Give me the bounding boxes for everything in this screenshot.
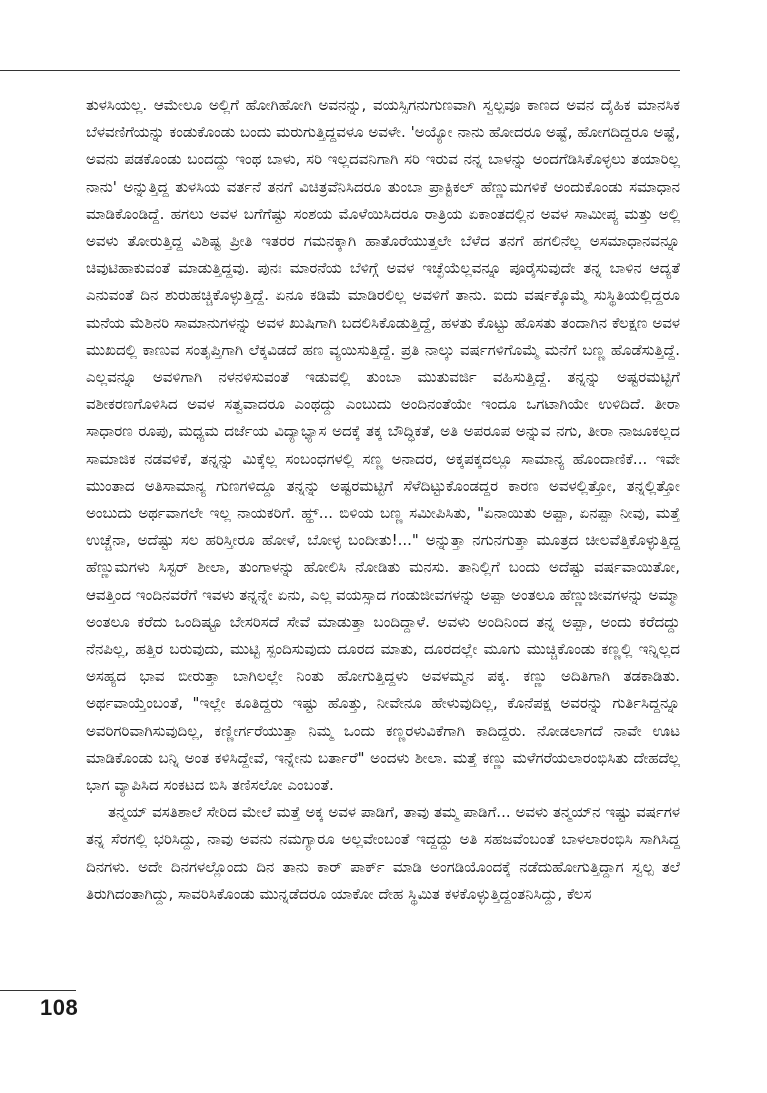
- body-text: [86, 92, 680, 908]
- paragraph-1: ತುಳಸಿಯಲ್ಲ. ಆಮೇಲೂ ಅಲ್ಲಿಗೆ ಹೋಗಿಹೋಗಿ ಅವನನ್ನು, ವಯಸ್ಸಿಗನುಗುಣವಾಗಿ ಸ್ವಲ್ಪವೂ ಕಾಣದ ಅವನ ದೈಹಿಕ ಮಾನಸಿಕ ಬೆಳವಣಿಗೆಯನ್ನು ಕಂಡುಕೊಂಡು ಬಂದು ಮರುಗುತ್ತಿದ್ದವಳೂ ಅವಳೇ. 'ಅಯ್ಯೋ ನಾನು ಹೋದರೂ ಅಷ್ಟೆ, ಹೋಗದಿದ್ದರೂ ಅಷ್ಟೆ, ಅವನು ಪಡಕೊಂಡು ಬಂದದ್ದು ಇಂಥ ಬಾಳು, ಸರಿ ಇಲ್ಲದವನಿಗಾಗಿ ಸರಿ ಇರುವ ನನ್ನ ಬಾಳನ್ನು ಅಂದಗೆಡಿಸಿಕೊಳ್ಳಲು ತಯಾರಿಲ್ಲ ನಾನು' ಅನ್ನುತ್ತಿದ್ದ ತುಳಸಿಯ ವರ್ತನೆ ತನಗೆ ವಿಚಿತ್ರವೆನಿಸಿದರೂ ತುಂಬಾ ಪ್ರಾಕ್ಟಿಕಲ್ ಹೆಣ್ಣುಮಗಳಿಕೆ ಅಂದುಕೊಂಡು ಸಮಾಧಾನ ಮಾಡಿಕೊಂಡಿದ್ದೆ. ಹಗಲು ಅವಳ ಬಗೆಗೆಷ್ಟು ಸಂಶಯ ಮೊಳೆಯಿಸಿದರೂ ರಾತ್ರಿಯ ಏಕಾಂತದಲ್ಲಿನ ಅವಳ ಸಾಮೀಪ್ಯ ಮತ್ತು ಅಲ್ಲಿ ಅವಳು ತೋರುತ್ತಿದ್ದ ವಿಶಿಷ್ಟ ಪ್ರೀತಿ ಇತರರ ಗಮನಕ್ಕಾಗಿ ಹಾತೊರೆಯುತ್ತಲೇ ಬೆಳೆದ ತನಗೆ ಹಗಲಿನೆಲ್ಲ ಅಸಮಾಧಾನವನ್ನೂ ಚಿವುಟಿಹಾಕುವಂತೆ ಮಾಡುತ್ತಿದ್ದವು. ಪುನಃ ಮಾರನೆಯ ಬೆಳಿಗ್ಗೆ ಅವಳ ಇಚ್ಛೆಯೆಲ್ಲವನ್ನೂ ಪೂರೈಸುವುದೇ ತನ್ನ ಬಾಳಿನ ಆದ್ಯತೆ ಎನುವಂತೆ ದಿನ ಶುರುಹಚ್ಚಿಕೊಳ್ಳುತ್ತಿದ್ದೆ. ಏನೂ ಕಡಿಮೆ ಮಾಡಿರಲಿಲ್ಲ ಅವಳಿಗೆ ತಾನು. ಐದು ವರ್ಷಕ್ಕೊಮ್ಮೆ ಸುಸ್ಥಿತಿಯಲ್ಲಿದ್ದರೂ ಮನೆಯ ಮೆಶಿನರಿ ಸಾಮಾನುಗಳನ್ನು ಅವಳ ಖುಷಿಗಾಗಿ ಬದಲಿಸಿಕೊಡುತ್ತಿದ್ದೆ, ಹಳತು ಕೊಟ್ಟು ಹೊಸತು ತಂದಾಗಿನ ಕೆಲಕ್ಷಣ ಅವಳ ಮುಖದಲ್ಲಿ ಕಾಣುವ ಸಂತೃಪ್ತಿಗಾಗಿ ಲೆಕ್ಕವಿಡದೆ ಹಣ ವ್ಯಯಿಸುತ್ತಿದ್ದೆ. ಪ್ರತಿ ನಾಲ್ಕು ವರ್ಷಗಳಿಗೊಮ್ಮೆ ಮನೆಗೆ ಬಣ್ಣ ಹೊಡೆಸುತ್ತಿದ್ದೆ. ಎಲ್ಲವನ್ನೂ ಅವಳಿಗಾಗಿ ನಳನಳಿಸುವಂತೆ ಇಡುವಲ್ಲಿ ತುಂಬಾ ಮುತುವರ್ಜಿ ವಹಿಸುತ್ತಿದ್ದೆ. ತನ್ನನ್ನು ಅಷ್ಟರಮಟ್ಟಿಗೆ ವಶೀಕರಣಗೊಳಿಸಿದ ಅವಳ ಸತ್ವವಾದರೂ ಎಂಥದ್ದು ಎಂಬುದು ಅಂದಿನಂತೆಯೇ ಇಂದೂ ಒಗಟಾಗಿಯೇ ಉಳಿದಿದೆ. ತೀರಾ ಸಾಧಾರಣ ರೂಪು, ಮಧ್ಯಮ ದರ್ಜೆಯ ವಿದ್ಯಾಭ್ಯಾಸ ಅದಕ್ಕೆ ತಕ್ಕ ಬೌದ್ಧಿಕತೆ, ಅತಿ ಅಪರೂಪ ಅನ್ನುವ ನಗು, ತೀರಾ ನಾಜೂಕಲ್ಲದ ಸಾಮಾಜಿಕ ನಡವಳಿಕೆ, ತನ್ನನ್ನು ಮಿಕ್ಕೆಲ್ಲ ಸಂಬಂಧಗಳಲ್ಲಿ ಸಣ್ಣ ಅನಾದರ, ಅಕ್ಕಪಕ್ಕದಲ್ಲೂ ಸಾಮಾನ್ಯ ಹೊಂದಾಣಿಕೆ... ಇವೇ ಮುಂತಾದ ಅತಿಸಾಮಾನ್ಯ ಗುಣಗಳಿದ್ದೂ ತನ್ನನ್ನು ಅಷ್ಟರಮಟ್ಟಿಗೆ ಸೆಳೆದಿಟ್ಟುಕೊಂಡದ್ದರ ಕಾರಣ ಅವಳಲ್ಲಿತ್ತೋ, ತನ್ನಲ್ಲಿತ್ತೋ ಅಂಬುದು ಅರ್ಥವಾಗಲೇ ಇಲ್ಲ ನಾಯಕರಿಗೆ. ಹ್ಹ್... ಬಿಳಿಯ ಬಣ್ಣ ಸಮೀಪಿಸಿತು, "ಏನಾಯಿತು ಅಪ್ಪಾ, ಏನಪ್ಪಾ ನೀವು, ಮತ್ತೆ ಉಚ್ಚೆನಾ, ಅದೆಷ್ಟು ಸಲ ಹರಿಸ್ತೀರೂ ಹೋಳೆ, ಬೋಳ್ಳ ಬಂದೀತು!..." ಅನ್ನುತ್ತಾ ನಗುನಗುತ್ತಾ ಮೂತ್ರದ ಚೀಲವೆತ್ತಿಕೊಳ್ಳುತ್ತಿದ್ದ ಹೆಣ್ಣುಮಗಳು ಸಿಸ್ಟರ್ ಶೀಲಾ, ತುಂಗಾಳನ್ನು ಹೋಲಿಸಿ ನೋಡಿತು ಮನಸು. ತಾನಿಲ್ಲಿಗೆ ಬಂದು ಅದೆಷ್ಟು ವರ್ಷವಾಯಿತೋ, ಆವತ್ತಿಂದ ಇಂದಿನವರೆಗೆ ಇವಳು ತನ್ನನ್ನೇ ಏನು, ಎಲ್ಲ ವಯಸ್ಸಾದ ಗಂಡುಜೀವಗಳನ್ನು ಅಪ್ಪಾ ಅಂತಲೂ ಹೆಣ್ಣುಜೀವಗಳನ್ನು ಅಮ್ಮಾ ಅಂತಲೂ ಕರೆದು ಒಂದಿಷ್ಟೂ ಬೇಸರಿಸದೆ ಸೇವೆ ಮಾಡುತ್ತಾ ಬಂದಿದ್ದಾಳೆ. ಅವಳು ಅಂದಿನಿಂದ ತನ್ನ ಅಪ್ಪಾ, ಅಂದು ಕರೆದದ್ದು ನೆನಪಿಲ್ಲ, ಹತ್ತಿರ ಬರುವುದು, ಮುಟ್ಟಿ ಸ್ಪಂದಿಸುವುದು ದೂರದ ಮಾತು, ದೂರದಲ್ಲೇ ಮೂಗು ಮುಚ್ಚಿಕೊಂಡು ಕಣ್ಣಲ್ಲಿ ಇನ್ನಿಲ್ಲದ ಅಸಹ್ಯದ ಭಾವ ಬೀರುತ್ತಾ ಬಾಗಿಲಲ್ಲೇ ನಿಂತು ಹೋಗುತ್ತಿದ್ದಳು ಅವಳಮ್ಮನ ಪಕ್ಕ. ಕಣ್ಣು ಅದಿತಿಗಾಗಿ ತಡಕಾಡಿತು. ಅರ್ಥವಾಯ್ತೆಂಬಂತೆ, "ಇಲ್ಲೇ ಕೂತಿದ್ದರು ಇಷ್ಟು ಹೊತ್ತು, ನೀವೇನೂ ಹೇಳುವುದಿಲ್ಲ, ಕೊನೆಪಕ್ಷ ಅವರನ್ನು ಗುರ್ತಿಸಿದ್ದನ್ನೂ ಅವರಿಗರಿವಾಗಿಸುವುದಿಲ್ಲ, ಕಣ್ಣೀರ್ಗರೆಯುತ್ತಾ ನಿಮ್ಮ ಒಂದು ಕಣ್ಣರಳುವಿಕೆಗಾಗಿ ಕಾದಿದ್ದರು. ನೋಡಲಾಗದೆ ನಾವೇ ಊಟ ಮಾಡಿಕೊಂಡು ಬನ್ನಿ ಅಂತ ಕಳಿಸಿದ್ದೇವೆ, ಇನ್ನೇನು ಬರ್ತಾರೆ" ಅಂದಳು ಶೀಲಾ. ಮತ್ತೆ ಕಣ್ಣು ಮಳೆಗರೆಯಲಾರಂಭಿಸಿತು ದೇಹದೆಲ್ಲ ಭಾಗ ವ್ಯಾಪಿಸಿದ ಸಂಕಟದ ಬಿಸಿ ತಣಿಸಲೋ ಎಂಬಂತೆ.: [86, 96, 680, 795]
- bottom-rule: [0, 990, 76, 991]
- page-number: 108: [40, 995, 79, 1020]
- paragraph-2: ತನ್ಮಯ್ ವಸತಿಶಾಲೆ ಸೇರಿದ ಮೇಲೆ ಮತ್ತೆ ಅಕ್ಕ ಅವಳ ಪಾಡಿಗೆ, ತಾವು ತಮ್ಮ ಪಾಡಿಗೆ... ಅವಳು ತನ್ಮಯ್‌ನ ಇಷ್ಟು ವರ್ಷಗಳ ತನ್ನ ಸೆರಗಲ್ಲಿ ಭರಿಸಿದ್ದು, ನಾವು ಅವನು ನಮಗ್ಯಾರೂ ಅಲ್ಲವೇಂಬಂತೆ ಇದ್ದದ್ದು ಅತಿ ಸಹಜವೆಂಬಂತೆ ಬಾಳಲಾರಂಭಿಸಿ ಸಾಗಿಸಿದ್ದ ದಿನಗಳು. ಅದೇ ದಿನಗಳಲ್ಲೊಂದು ದಿನ ತಾನು ಕಾರ್ ಪಾರ್ಕ್ ಮಾಡಿ ಅಂಗಡಿಯೊಂದಕ್ಕೆ ನಡೆದುಹೋಗುತ್ತಿದ್ದಾಗ ಸ್ವಲ್ಪ ತಲೆ ತಿರುಗಿದಂತಾಗಿದ್ದು, ಸಾವರಿಸಿಕೊಂಡು ಮುನ್ನಡೆದರೂ ಯಾಕೋ ದೇಹ ಸ್ಥಿಮಿತ ಕಳಕೊಳ್ಳುತ್ತಿದ್ದಂತನಿಸಿದ್ದು, ಕೆಲಸ: [86, 803, 680, 903]
- top-rule: [0, 70, 680, 71]
